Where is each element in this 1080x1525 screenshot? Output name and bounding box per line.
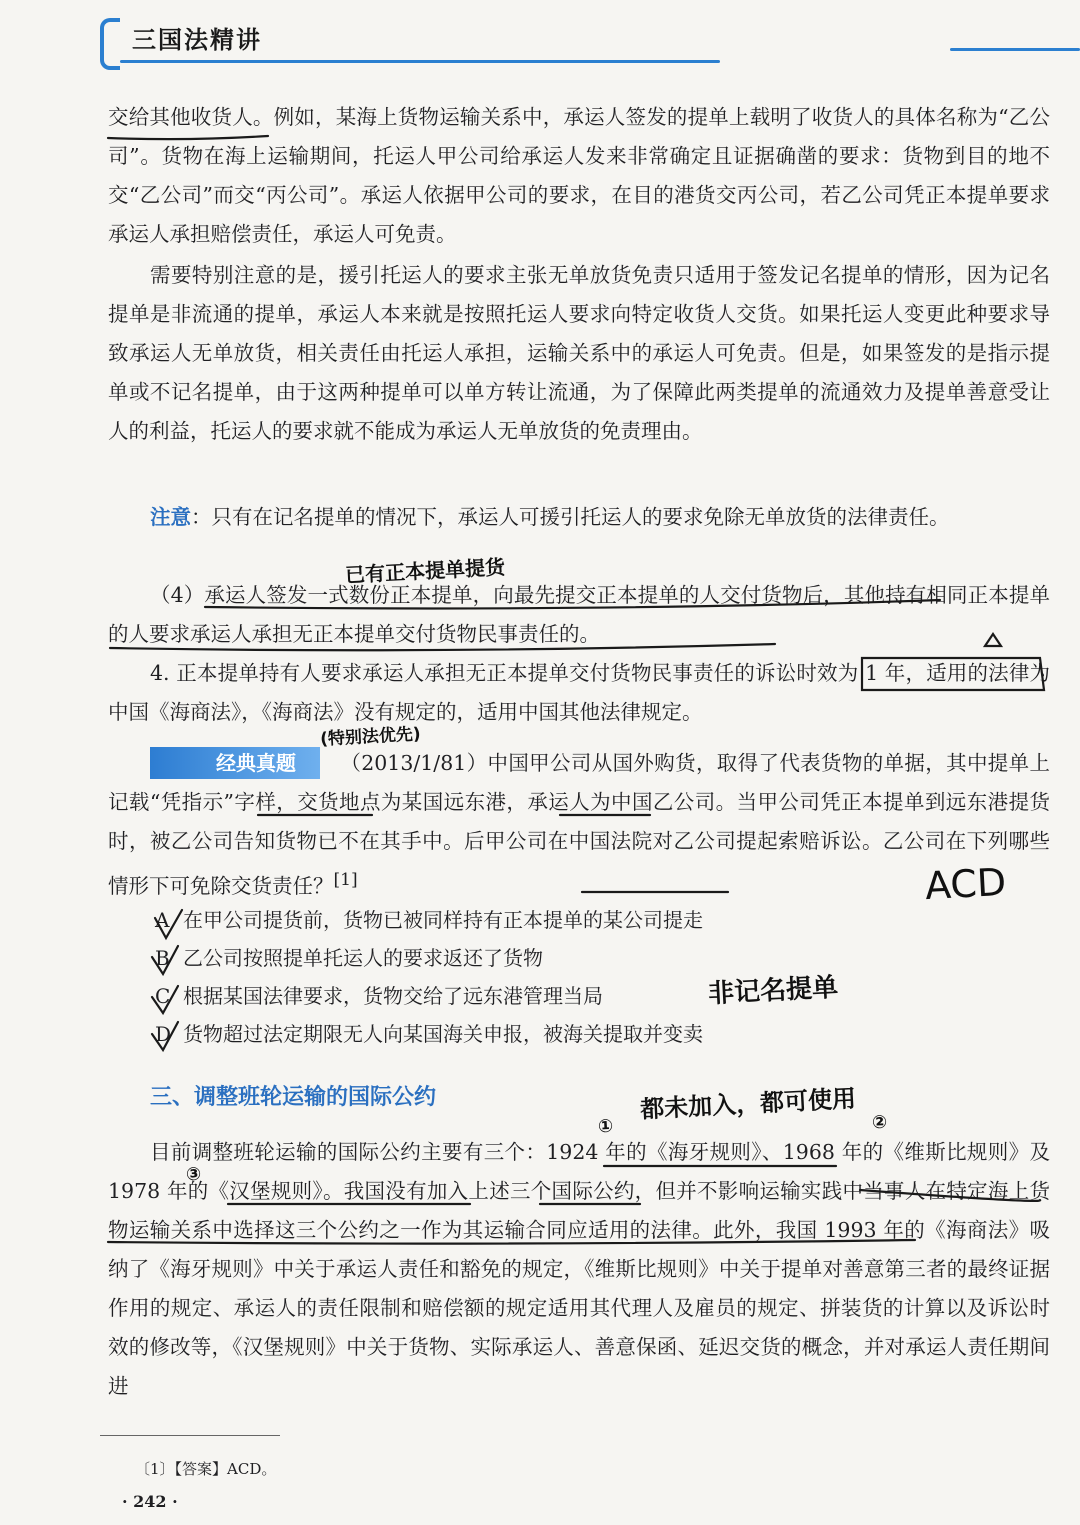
handwritten-note-option-c: 非记名提单 (707, 972, 839, 1010)
option-text: 乙公司按照提单托运人的要求返还了货物 (183, 946, 543, 970)
header-rule (120, 60, 720, 63)
section-heading: 三、调整班轮运输的国际公约 (150, 1085, 437, 1110)
exam-tag: 经典真题 (150, 747, 320, 779)
handwritten-circle-1: ① (597, 1115, 614, 1138)
header-rule-right (950, 48, 1080, 51)
note-text: ：只有在记名提单的情况下，承运人可援引托运人的要求免除无单放货的法律责任。 (191, 505, 950, 529)
option-letter: B (155, 946, 170, 970)
exam-text: （2013/1/81）中国甲公司从国外购货，取得了代表货物的单据，其中提单上记载“凭指示”字样，交货地点为某国远东港，承运人为中国乙公司。当甲公司凭正本提单到远东港提货时，被乙公司告知货物已不在其手中。后甲公司在中国法院对乙公司提起索赔诉讼。乙公司在下列哪些情形下可免除交货责任？ (108, 751, 1050, 898)
option-b (155, 940, 543, 976)
handwritten-circle-2: ② (871, 1111, 888, 1134)
option-d (155, 1016, 703, 1052)
paragraph-1: 交给其他收货人。例如，某海上货物运输关系中，承运人签发的提单上载明了收货人的具体名称为“乙公司”。货物在海上运输期间，托运人甲公司给承运人发来非常确定且证据确凿的要求：货物到目的地不交“乙公司”而交“丙公司”。承运人依据甲公司的要求，在目的港货交丙公司，若乙公司凭正本提单要求承运人承担赔偿责任，承运人可免责。 (108, 105, 1050, 246)
book-title: 三国法精讲 (132, 26, 262, 54)
handwritten-note-above-exam: (特别法优先) (319, 724, 422, 750)
exam-question (108, 744, 1050, 909)
footnote: 〔1〕【答案】ACD。 (135, 1460, 277, 1478)
note-label: 注意 (150, 505, 191, 529)
paragraph-5: 目前调整班轮运输的国际公约主要有三个：1924 年的《海牙规则》、1968 年的《维斯比规则》及 1978 年的《汉堡规则》。我国没有加入上述三个国际公约，但并不影响运输实践中当事人在特定海上货物运输关系中选择这三个公约之一作为其运输合同应适用的法律。此外，我国 1993 年的《海商法》吸纳了《海牙规则》中关于承运人责任和豁免的规定，《维斯比规则》中关于提单对善意第三者的最终证据作用的规定、承运人的责任限制和赔偿额的规定适用其代理人及雇员的规定、拼装货的计算以及诉讼时效的修改等，《汉堡规则》中关于货物、实际承运人、善意保函、延迟交货的概念，并对承运人责任期间进 (108, 1140, 1050, 1398)
option-letter: A (155, 908, 170, 932)
option-text: 在甲公司提货前，货物已被同样持有正本提单的某公司提走 (183, 908, 703, 932)
paragraph-4: 4. 正本提单持有人要求承运人承担无正本提单交付货物民事责任的诉讼时效为 1 年，适用的法律为中国《海商法》，《海商法》没有规定的，适用中国其他法律规定。 (108, 661, 1050, 724)
option-letter: C (155, 984, 171, 1008)
paragraph-2: 需要特别注意的是，援引托运人的要求主张无单放货免责只适用于签发记名提单的情形，因为记名提单是非流通的提单，承运人本来就是按照托运人要求向特定收货人交货。如果托运人变更此种要求导致承运人无单放货，相关责任由托运人承担，运输关系中的承运人可免责。但是，如果签发的是指示提单或不记名提单，由于这两种提单可以单方转让流通，为了保障此两类提单的流通效力及提单善意受让人的利益，托运人的要求就不能成为承运人无单放货的免责理由。 (108, 263, 1050, 443)
note-paragraph (108, 498, 1050, 537)
footnote-rule (100, 1435, 280, 1436)
handwritten-circle-3: ③ (185, 1163, 202, 1186)
option-a (155, 902, 703, 938)
handwritten-note-above-p5: 都未加入，都可使用 (639, 1084, 857, 1124)
header-bracket (100, 18, 120, 70)
page-number: · 242 · (122, 1492, 178, 1511)
handwritten-note-above-p3: 已有正本提单提货 (344, 554, 506, 588)
handwritten-answer: ACD (923, 859, 1008, 909)
option-text: 根据某国法律要求，货物交给了远东港管理当局 (183, 984, 603, 1008)
paragraph-3: （4）承运人签发一式数份正本提单，向最先提交正本提单的人交付货物后，其他持有相同正本提单的人要求承运人承担无正本提单交付货物民事责任的。 (108, 583, 1050, 646)
option-text: 货物超过法定期限无人向某国海关申报，被海关提取并变卖 (183, 1022, 703, 1046)
footnote-ref: [1] (333, 870, 358, 890)
option-letter: D (155, 1022, 172, 1046)
option-c (155, 978, 603, 1014)
